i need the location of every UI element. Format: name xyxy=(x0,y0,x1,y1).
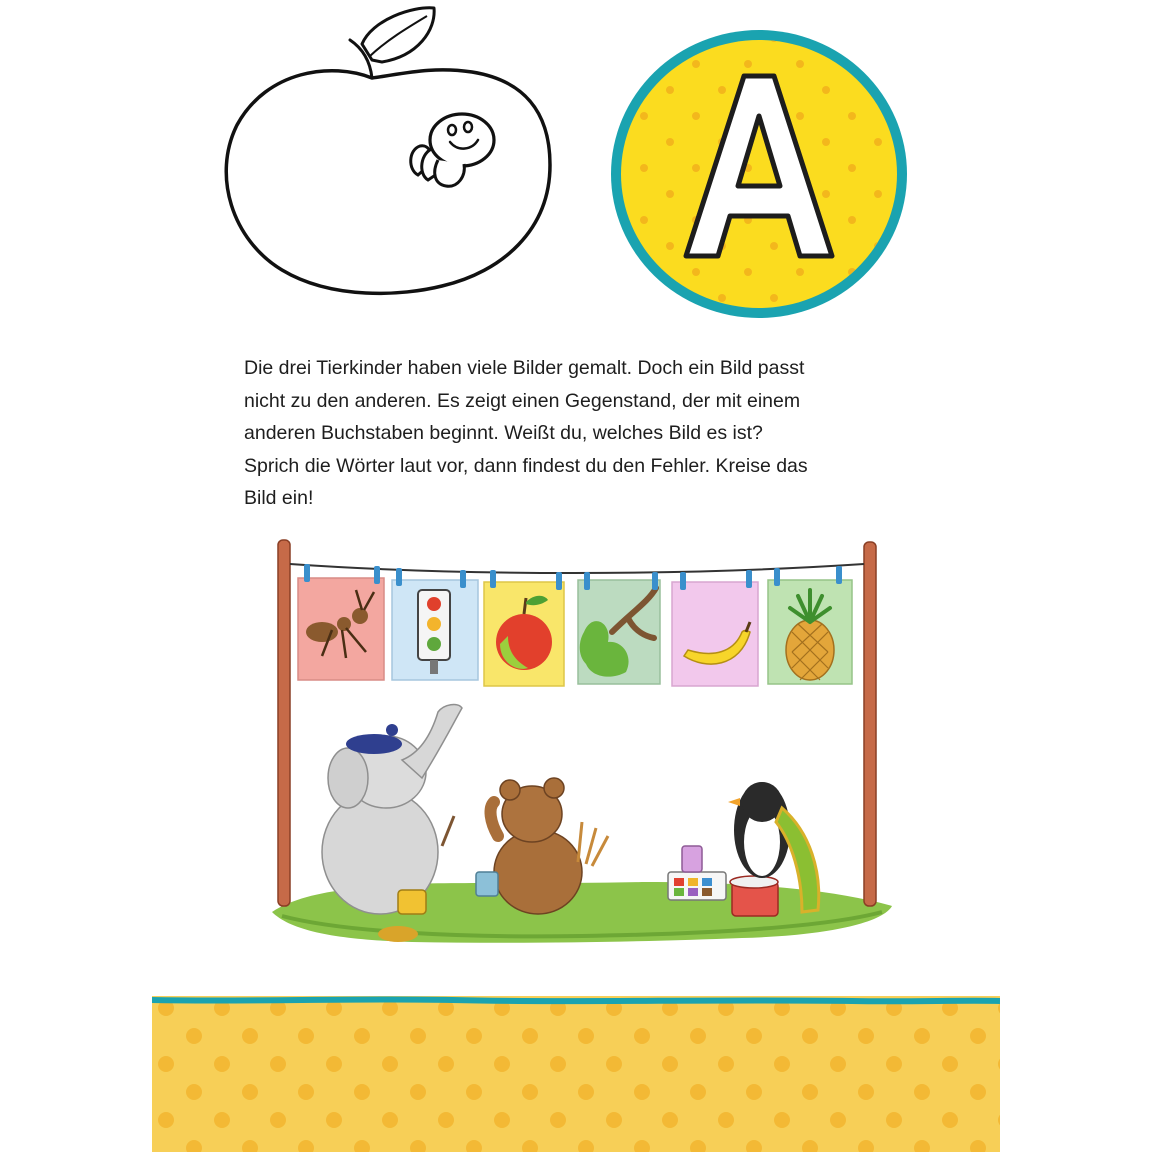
footer-band xyxy=(152,996,1000,1152)
picture-tree-branch xyxy=(578,580,660,684)
instruction-line: nicht zu den anderen. Es zeigt einen Gegenstand, der mit einem xyxy=(244,389,801,412)
instruction-line: Sprich die Wörter laut vor, dann findest du den Fehler. Kreise das xyxy=(244,454,808,477)
instruction-line: Die drei Tierkinder haben viele Bilder gemalt. Doch ein Bild passt xyxy=(244,357,805,379)
picture-traffic-light xyxy=(392,580,478,680)
instruction-text xyxy=(244,352,924,515)
instruction-line: Bild ein! xyxy=(244,487,314,509)
instruction-line: anderen Buchstaben beginnt. Weißt du, welches Bild es ist? xyxy=(244,422,763,444)
picture-banana xyxy=(672,582,758,686)
apple-coloring-outline xyxy=(222,0,562,305)
picture-apple xyxy=(484,582,564,686)
left-pole xyxy=(278,540,290,906)
picture-pineapple xyxy=(768,580,852,684)
picture-ant xyxy=(298,578,384,680)
letter-badge xyxy=(604,24,914,324)
right-pole xyxy=(864,542,876,906)
footer-border-line xyxy=(152,999,1000,1001)
painting-scene-illustration xyxy=(262,532,896,952)
